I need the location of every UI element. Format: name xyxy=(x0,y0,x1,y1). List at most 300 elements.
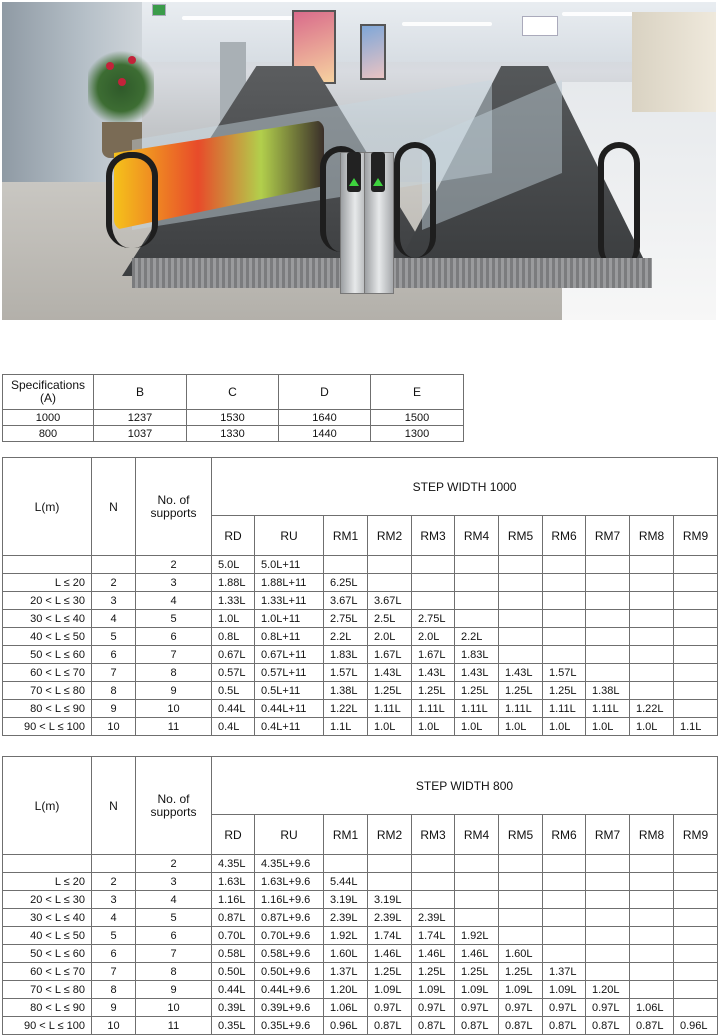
load-value-cell: 0.35L xyxy=(212,1017,255,1035)
support-code-header: RM3 xyxy=(412,815,455,855)
load-value-cell: 1.25L xyxy=(543,682,586,700)
load-value-cell: 5.0L+11 xyxy=(255,556,324,574)
load-value-cell: 0.87L xyxy=(543,1017,586,1035)
load-value-cell: 0.97L xyxy=(543,999,586,1017)
load-value-cell: 0.97L xyxy=(586,999,630,1017)
load-value-cell: 1.0L xyxy=(212,610,255,628)
load-value-cell: 1.57L xyxy=(324,664,368,682)
load-value-cell: 0.8L xyxy=(212,628,255,646)
step-width-1000-table xyxy=(2,457,718,736)
support-code-header: RM6 xyxy=(543,516,586,556)
support-code-header: RM1 xyxy=(324,815,368,855)
table-row xyxy=(3,981,718,999)
load-value-cell xyxy=(543,891,586,909)
load-value-cell: 1.25L xyxy=(455,963,499,981)
support-code-header: RM4 xyxy=(455,516,499,556)
load-value-cell: 1.09L xyxy=(499,981,543,999)
load-value-cell xyxy=(586,945,630,963)
load-value-cell: 1.63L xyxy=(212,873,255,891)
table-row xyxy=(3,999,718,1017)
load-value-cell xyxy=(674,610,718,628)
load-value-cell: 6.25L xyxy=(324,574,368,592)
load-value-cell xyxy=(543,909,586,927)
load-value-cell xyxy=(674,646,718,664)
load-value-cell: 0.44L+11 xyxy=(255,700,324,718)
load-value-cell: 1.20L xyxy=(586,981,630,999)
spec-row xyxy=(3,410,464,426)
load-value-cell: 0.97L xyxy=(499,999,543,1017)
load-value-cell: 0.97L xyxy=(455,999,499,1017)
table-row xyxy=(3,646,718,664)
load-value-cell xyxy=(586,855,630,873)
step-width-title: STEP WIDTH 800 xyxy=(212,757,718,815)
length-column-header: L(m) xyxy=(3,757,92,855)
supports-count-cell: 11 xyxy=(136,1017,212,1035)
load-value-cell xyxy=(499,646,543,664)
load-value-cell xyxy=(630,945,674,963)
load-value-cell: 1.83L xyxy=(324,646,368,664)
photo-right-wall xyxy=(632,12,716,112)
load-value-cell: 1.11L xyxy=(412,700,455,718)
load-value-cell xyxy=(543,592,586,610)
support-code-header: RM5 xyxy=(499,815,543,855)
supports-column-header: No. of supports xyxy=(136,757,212,855)
load-value-cell: 2.5L xyxy=(368,610,412,628)
spec-column-header: D xyxy=(279,375,371,410)
load-value-cell: 1.33L xyxy=(212,592,255,610)
length-range-cell: 50 < L ≤ 60 xyxy=(3,646,92,664)
support-code-header: RM7 xyxy=(586,815,630,855)
load-value-cell: 2.75L xyxy=(324,610,368,628)
load-value-cell: 1.43L xyxy=(412,664,455,682)
load-value-cell xyxy=(674,963,718,981)
load-value-cell: 1.11L xyxy=(499,700,543,718)
load-value-cell xyxy=(412,556,455,574)
n-cell: 5 xyxy=(92,927,136,945)
load-value-cell: 0.57L xyxy=(212,664,255,682)
photo-ad-screen xyxy=(360,24,386,80)
load-value-cell: 1.88L xyxy=(212,574,255,592)
n-cell: 10 xyxy=(92,718,136,736)
supports-count-cell: 11 xyxy=(136,718,212,736)
load-value-cell xyxy=(412,592,455,610)
load-value-cell: 0.58L+9.6 xyxy=(255,945,324,963)
spec-header-row xyxy=(3,375,464,410)
table-row xyxy=(3,909,718,927)
supports-count-cell: 10 xyxy=(136,700,212,718)
load-value-cell xyxy=(630,592,674,610)
table-row xyxy=(3,556,718,574)
load-value-cell xyxy=(499,909,543,927)
load-value-cell: 1.22L xyxy=(630,700,674,718)
table-row xyxy=(3,1017,718,1035)
load-value-cell: 4.35L xyxy=(212,855,255,873)
load-value-cell xyxy=(674,664,718,682)
spec-cell: 1300 xyxy=(371,426,464,442)
load-value-cell: 0.58L xyxy=(212,945,255,963)
load-value-cell: 1.43L xyxy=(455,664,499,682)
load-value-cell xyxy=(499,592,543,610)
load-value-cell: 1.67L xyxy=(368,646,412,664)
length-range-cell: 60 < L ≤ 70 xyxy=(3,963,92,981)
load-value-cell xyxy=(455,909,499,927)
load-value-cell: 0.57L+11 xyxy=(255,664,324,682)
spec-row xyxy=(3,426,464,442)
load-value-cell xyxy=(455,610,499,628)
load-value-cell: 0.97L xyxy=(368,999,412,1017)
n-cell: 4 xyxy=(92,610,136,628)
load-value-cell: 1.0L xyxy=(630,718,674,736)
load-value-cell xyxy=(499,891,543,909)
load-value-cell: 1.0L xyxy=(499,718,543,736)
load-value-cell xyxy=(586,891,630,909)
load-value-cell: 2.75L xyxy=(412,610,455,628)
load-value-cell: 0.4L xyxy=(212,718,255,736)
supports-count-cell: 3 xyxy=(136,873,212,891)
load-value-cell: 1.33L+11 xyxy=(255,592,324,610)
load-value-cell: 1.92L xyxy=(324,927,368,945)
load-value-cell: 1.25L xyxy=(368,963,412,981)
n-cell: 9 xyxy=(92,999,136,1017)
load-value-cell xyxy=(543,646,586,664)
load-value-cell: 1.60L xyxy=(324,945,368,963)
supports-count-cell: 2 xyxy=(136,855,212,873)
load-value-cell: 1.1L xyxy=(674,718,718,736)
load-value-cell: 1.57L xyxy=(543,664,586,682)
load-value-cell: 1.25L xyxy=(412,963,455,981)
specifications-table xyxy=(2,374,464,442)
length-range-cell xyxy=(3,855,92,873)
spec-cell: 1500 xyxy=(371,410,464,426)
load-value-cell xyxy=(455,592,499,610)
supports-count-cell: 8 xyxy=(136,664,212,682)
load-value-cell: 0.87L xyxy=(499,1017,543,1035)
load-value-cell xyxy=(630,574,674,592)
supports-count-cell: 7 xyxy=(136,945,212,963)
load-value-cell xyxy=(630,891,674,909)
support-code-header: RU xyxy=(255,815,324,855)
load-value-cell xyxy=(674,682,718,700)
length-range-cell: 30 < L ≤ 40 xyxy=(3,909,92,927)
load-value-cell xyxy=(543,574,586,592)
length-range-cell: 90 < L ≤ 100 xyxy=(3,1017,92,1035)
load-value-cell xyxy=(412,574,455,592)
table-row xyxy=(3,718,718,736)
load-value-cell: 3.19L xyxy=(368,891,412,909)
load-value-cell xyxy=(630,664,674,682)
arrow-up-icon xyxy=(349,178,359,186)
table-row xyxy=(3,891,718,909)
load-value-cell: 2.0L xyxy=(412,628,455,646)
support-code-header: RM2 xyxy=(368,516,412,556)
n-cell: 3 xyxy=(92,592,136,610)
load-value-cell: 1.83L xyxy=(455,646,499,664)
load-value-cell xyxy=(630,610,674,628)
load-value-cell xyxy=(455,891,499,909)
load-value-cell xyxy=(674,592,718,610)
supports-count-cell: 2 xyxy=(136,556,212,574)
supports-count-cell: 9 xyxy=(136,981,212,999)
load-value-cell: 1.0L xyxy=(412,718,455,736)
load-value-cell xyxy=(586,574,630,592)
load-value-cell: 1.74L xyxy=(368,927,412,945)
load-value-cell xyxy=(412,891,455,909)
spec-cell: 1037 xyxy=(94,426,187,442)
photo-flower xyxy=(128,56,136,64)
length-range-cell: 20 < L ≤ 30 xyxy=(3,592,92,610)
load-value-cell: 0.87L xyxy=(368,1017,412,1035)
table-row xyxy=(3,610,718,628)
load-value-cell: 0.67L+11 xyxy=(255,646,324,664)
table-row xyxy=(3,945,718,963)
n-column-header: N xyxy=(92,757,136,855)
load-value-cell xyxy=(543,945,586,963)
load-value-cell xyxy=(368,855,412,873)
n-cell: 7 xyxy=(92,963,136,981)
load-value-cell xyxy=(543,610,586,628)
supports-count-cell: 10 xyxy=(136,999,212,1017)
load-value-cell xyxy=(499,927,543,945)
load-value-cell xyxy=(455,873,499,891)
load-value-cell xyxy=(630,646,674,664)
support-code-header: RD xyxy=(212,516,255,556)
supports-count-cell: 9 xyxy=(136,682,212,700)
load-value-cell xyxy=(674,628,718,646)
n-cell: 10 xyxy=(92,1017,136,1035)
support-code-header: RM8 xyxy=(630,516,674,556)
photo-plant xyxy=(88,48,154,128)
spec-column-header: B xyxy=(94,375,187,410)
load-value-cell xyxy=(586,664,630,682)
load-value-cell: 0.96L xyxy=(324,1017,368,1035)
length-range-cell: 70 < L ≤ 80 xyxy=(3,981,92,999)
supports-count-cell: 3 xyxy=(136,574,212,592)
load-value-cell xyxy=(674,945,718,963)
load-value-cell: 1.06L xyxy=(630,999,674,1017)
length-range-cell: 50 < L ≤ 60 xyxy=(3,945,92,963)
load-value-cell: 1.60L xyxy=(499,945,543,963)
load-value-cell: 0.5L xyxy=(212,682,255,700)
load-value-cell: 1.09L xyxy=(368,981,412,999)
load-value-cell xyxy=(674,700,718,718)
load-value-cell: 1.25L xyxy=(499,682,543,700)
photo-direction-sign xyxy=(347,152,361,192)
load-value-cell xyxy=(674,556,718,574)
length-range-cell: 20 < L ≤ 30 xyxy=(3,891,92,909)
load-value-cell xyxy=(586,556,630,574)
load-value-cell: 1.0L xyxy=(586,718,630,736)
photo-handrail-mid2 xyxy=(394,142,436,258)
load-value-cell xyxy=(630,682,674,700)
load-value-cell: 2.39L xyxy=(324,909,368,927)
table-row xyxy=(3,927,718,945)
n-cell: 5 xyxy=(92,628,136,646)
load-value-cell: 1.92L xyxy=(455,927,499,945)
load-value-cell: 4.35L+9.6 xyxy=(255,855,324,873)
load-value-cell: 1.0L xyxy=(543,718,586,736)
load-value-cell: 3.67L xyxy=(368,592,412,610)
n-cell: 3 xyxy=(92,891,136,909)
load-value-cell: 0.87L xyxy=(586,1017,630,1035)
spec-corner-header: Specifications (A) xyxy=(3,375,94,410)
length-range-cell: L ≤ 20 xyxy=(3,873,92,891)
photo-handrail-left xyxy=(106,152,158,248)
load-value-cell: 1.11L xyxy=(455,700,499,718)
supports-column-header: No. of supports xyxy=(136,458,212,556)
table-row xyxy=(3,682,718,700)
load-value-cell xyxy=(586,927,630,945)
load-value-cell: 1.09L xyxy=(543,981,586,999)
n-cell: 9 xyxy=(92,700,136,718)
load-value-cell: 1.46L xyxy=(368,945,412,963)
load-value-cell: 0.39L+9.6 xyxy=(255,999,324,1017)
load-value-cell: 1.88L+11 xyxy=(255,574,324,592)
support-code-header: RM2 xyxy=(368,815,412,855)
load-value-cell xyxy=(586,873,630,891)
photo-flower xyxy=(106,62,114,70)
load-value-cell: 1.11L xyxy=(368,700,412,718)
supports-count-cell: 4 xyxy=(136,891,212,909)
supports-count-cell: 8 xyxy=(136,963,212,981)
load-value-cell xyxy=(674,909,718,927)
supports-count-cell: 4 xyxy=(136,592,212,610)
load-value-cell xyxy=(586,646,630,664)
load-value-cell: 0.96L xyxy=(674,1017,718,1035)
load-value-cell xyxy=(543,628,586,646)
load-value-cell: 1.16L xyxy=(212,891,255,909)
load-value-cell xyxy=(499,855,543,873)
support-code-header: RM9 xyxy=(674,516,718,556)
n-cell: 6 xyxy=(92,646,136,664)
load-value-cell xyxy=(674,855,718,873)
load-value-cell: 1.74L xyxy=(412,927,455,945)
support-code-header: RU xyxy=(255,516,324,556)
load-value-cell: 2.0L xyxy=(368,628,412,646)
table-row xyxy=(3,963,718,981)
n-cell: 8 xyxy=(92,682,136,700)
load-value-cell: 1.11L xyxy=(586,700,630,718)
step-width-title: STEP WIDTH 1000 xyxy=(212,458,718,516)
load-value-cell: 0.67L xyxy=(212,646,255,664)
load-value-cell: 1.43L xyxy=(499,664,543,682)
load-value-cell xyxy=(630,981,674,999)
n-column-header: N xyxy=(92,458,136,556)
load-value-cell xyxy=(499,628,543,646)
n-cell: 8 xyxy=(92,981,136,999)
photo-ceiling-light xyxy=(402,22,492,26)
table-row xyxy=(3,592,718,610)
load-value-cell xyxy=(586,909,630,927)
spec-row-label: 800 xyxy=(3,426,94,442)
length-range-cell: 80 < L ≤ 90 xyxy=(3,700,92,718)
load-value-cell: 1.46L xyxy=(412,945,455,963)
load-value-cell: 1.46L xyxy=(455,945,499,963)
length-range-cell: 40 < L ≤ 50 xyxy=(3,628,92,646)
load-value-cell: 0.44L xyxy=(212,700,255,718)
load-value-cell: 5.0L xyxy=(212,556,255,574)
load-value-cell xyxy=(455,855,499,873)
support-code-header: RM3 xyxy=(412,516,455,556)
load-value-cell: 3.67L xyxy=(324,592,368,610)
n-cell: 4 xyxy=(92,909,136,927)
load-value-cell: 3.19L xyxy=(324,891,368,909)
length-range-cell: 80 < L ≤ 90 xyxy=(3,999,92,1017)
n-cell: 6 xyxy=(92,945,136,963)
load-value-cell: 1.25L xyxy=(499,963,543,981)
length-range-cell xyxy=(3,556,92,574)
load-value-cell: 1.0L xyxy=(368,718,412,736)
load-value-cell: 0.39L xyxy=(212,999,255,1017)
load-value-cell: 1.25L xyxy=(368,682,412,700)
load-value-cell xyxy=(630,855,674,873)
photo-flower xyxy=(118,78,126,86)
support-code-header: RM6 xyxy=(543,815,586,855)
photo-direction-sign xyxy=(371,152,385,192)
load-value-cell: 0.87L+9.6 xyxy=(255,909,324,927)
table-row xyxy=(3,628,718,646)
load-value-cell xyxy=(586,963,630,981)
supports-count-cell: 6 xyxy=(136,927,212,945)
n-cell: 2 xyxy=(92,873,136,891)
load-value-cell xyxy=(674,927,718,945)
load-value-cell xyxy=(499,610,543,628)
spec-cell: 1530 xyxy=(187,410,279,426)
load-value-cell xyxy=(630,556,674,574)
support-code-header: RM1 xyxy=(324,516,368,556)
load-value-cell xyxy=(630,963,674,981)
load-value-cell: 1.38L xyxy=(324,682,368,700)
load-value-cell: 1.0L xyxy=(455,718,499,736)
length-column-header: L(m) xyxy=(3,458,92,556)
load-value-cell: 0.5L+11 xyxy=(255,682,324,700)
table-row xyxy=(3,855,718,873)
load-value-cell: 0.50L xyxy=(212,963,255,981)
load-value-cell xyxy=(674,981,718,999)
load-value-cell xyxy=(368,556,412,574)
load-value-cell: 1.11L xyxy=(543,700,586,718)
n-cell: 7 xyxy=(92,664,136,682)
load-value-cell: 2.2L xyxy=(455,628,499,646)
load-value-cell: 1.0L+11 xyxy=(255,610,324,628)
support-code-header: RM5 xyxy=(499,516,543,556)
spec-column-header: C xyxy=(187,375,279,410)
n-cell xyxy=(92,855,136,873)
load-value-cell: 1.63L+9.6 xyxy=(255,873,324,891)
spec-row-label: 1000 xyxy=(3,410,94,426)
length-range-cell: 90 < L ≤ 100 xyxy=(3,718,92,736)
load-value-cell: 0.87L xyxy=(455,1017,499,1035)
load-value-cell: 1.25L xyxy=(455,682,499,700)
load-value-cell: 0.97L xyxy=(412,999,455,1017)
load-value-cell xyxy=(499,873,543,891)
load-value-cell: 0.87L xyxy=(630,1017,674,1035)
photo-handrail-right xyxy=(598,142,640,268)
table-row xyxy=(3,873,718,891)
load-value-cell: 2.39L xyxy=(412,909,455,927)
load-value-cell: 1.43L xyxy=(368,664,412,682)
load-value-cell: 1.16L+9.6 xyxy=(255,891,324,909)
load-value-cell xyxy=(630,628,674,646)
load-value-cell xyxy=(543,927,586,945)
load-header-row xyxy=(3,757,718,815)
load-header-row xyxy=(3,458,718,516)
load-value-cell: 1.20L xyxy=(324,981,368,999)
support-code-header: RM9 xyxy=(674,815,718,855)
load-value-cell xyxy=(543,855,586,873)
spec-column-header: E xyxy=(371,375,464,410)
load-value-cell xyxy=(499,556,543,574)
length-range-cell: 30 < L ≤ 40 xyxy=(3,610,92,628)
